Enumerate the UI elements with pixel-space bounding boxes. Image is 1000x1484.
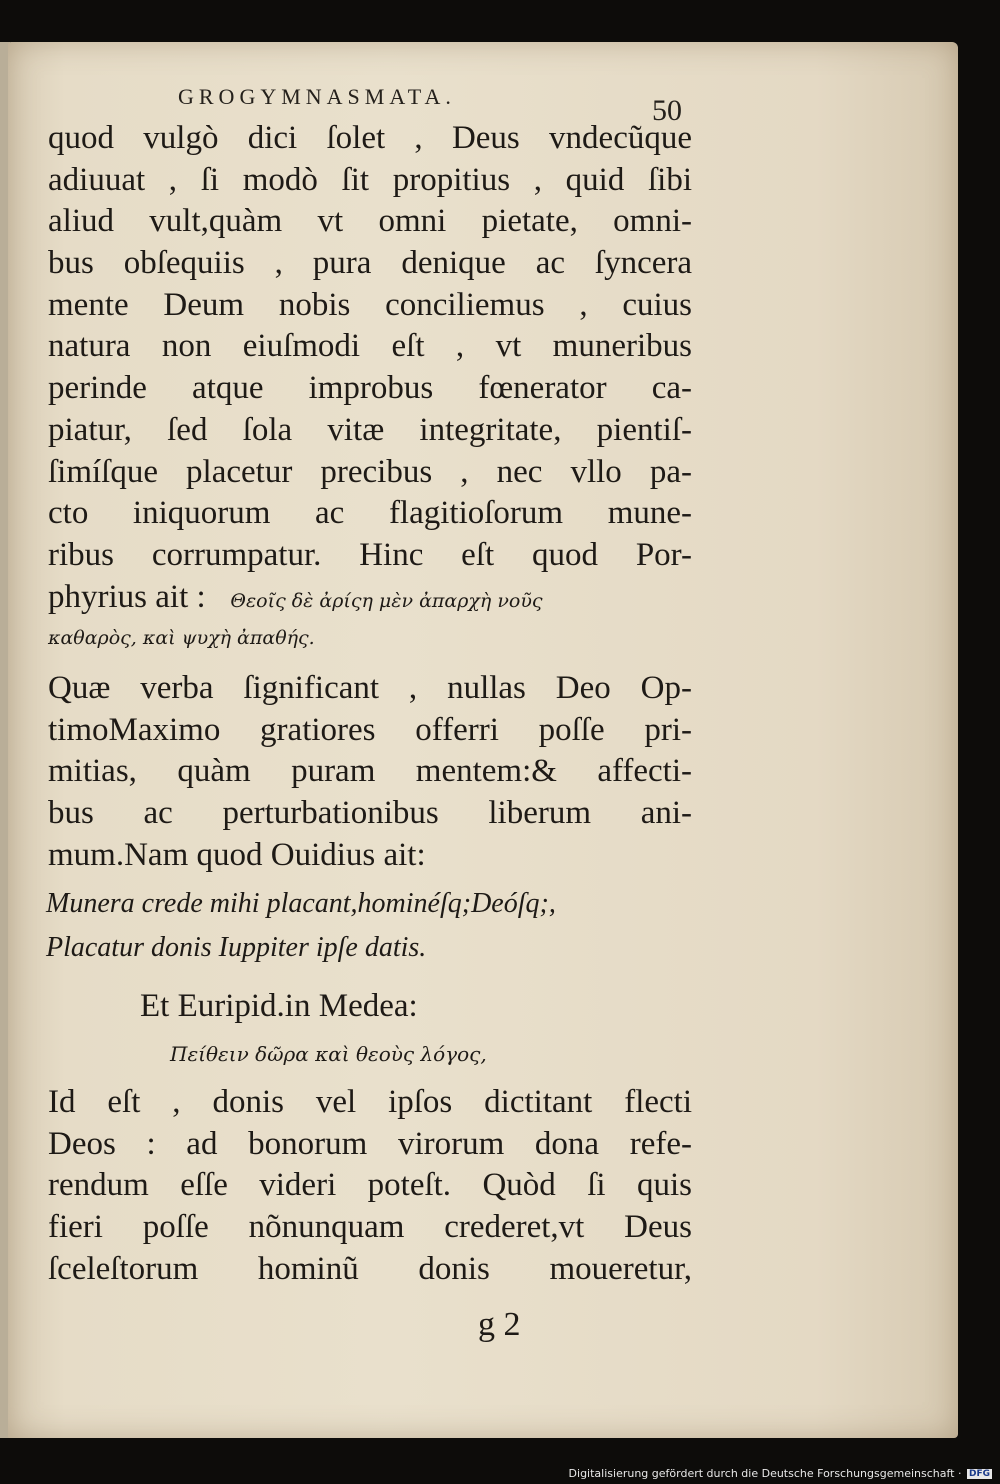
greek-quote: Θεοῖς δὲ ἀρίςη μὲν ἀπαρχὴ νοῦς <box>230 589 543 612</box>
text-line: Quæ verba ſignificant , nullas Deo Op- <box>48 670 692 706</box>
greek-quote-euripides: Πείθειν δῶρα καὶ θεοὺς λόγος, <box>170 1042 487 1066</box>
paragraph-2 <box>48 668 692 876</box>
text-line: Deos : ad bonorum virorum dona refe- <box>48 1125 692 1162</box>
dfg-logo: DFG <box>968 1469 990 1479</box>
text-line: piatur, ſed ſola vitæ integritate, pientiſ- <box>48 411 692 448</box>
text-line: rendum eſſe videri poteſt. Quòd ſi quis <box>48 1167 692 1204</box>
text-line: perinde atque improbus fœnerator ca- <box>48 370 692 407</box>
text-line: bus obſequiis , pura denique ac ſyncera <box>48 245 692 282</box>
ovid-verse <box>46 882 690 970</box>
text-line: mum.Nam quod Ouidius ait: <box>48 836 426 873</box>
text-line: mitias, quàm puram mentem:& affecti- <box>48 753 692 790</box>
running-head: GROGYMNASMATA. <box>178 84 456 109</box>
euripides-reference: Et Euripid.in Medea: <box>140 988 418 1024</box>
text-line: ſceleſtorum hominũ donis moueretur, <box>48 1250 692 1287</box>
text-line: bus ac perturbationibus liberum ani- <box>48 795 692 832</box>
credit-text: Digitalisierung gefördert durch die Deutsche Forschungsgemeinschaft <box>568 1467 955 1480</box>
paragraph-1 <box>48 118 692 660</box>
text-line: mente Deum nobis conciliemus , cuius <box>48 286 692 323</box>
text-line: timoMaximo gratiores offerri poſſe pri- <box>48 711 692 748</box>
verse-line: Munera crede mihi placant,hominéſq;Deóſq;, <box>46 888 556 919</box>
text-line: Id eſt , donis vel ipſos dictitant flecti <box>48 1084 692 1120</box>
greek-quote-continued: καθαρὸς, καὶ ψυχὴ ἀπαθής. <box>48 627 315 650</box>
paragraph-3 <box>48 1082 692 1290</box>
page-number: 50 <box>652 94 682 127</box>
text-line-with-greek <box>48 577 692 619</box>
text-fragment: phyrius ait : <box>48 578 206 615</box>
text-line: cto iniquorum ac flagitioſorum mune- <box>48 495 692 532</box>
text-line: quod vulgò dici ſolet , Deus vndecũque <box>48 120 692 156</box>
text-line: aliud vult,quàm vt omni pietate, omni- <box>48 203 692 240</box>
verse-line: Placatur donis Iuppiter ipſe datis. <box>46 932 427 963</box>
text-line: ribus corrumpatur. Hinc eſt quod Por- <box>48 536 692 573</box>
text-line: adiuuat , ſi modò ſit propitius , quid ſibi <box>48 161 692 198</box>
signature-mark: g 2 <box>478 1306 521 1343</box>
text-line: ſimíſque placetur precibus , nec vllo pa- <box>48 453 692 490</box>
text-line: fieri poſſe nõnunquam crederet,vt Deus <box>48 1209 692 1246</box>
text-line: natura non eiuſmodi eſt , vt muneribus <box>48 328 692 365</box>
digitization-credit: Digitalisierung gefördert durch die Deutsche Forschungsgemeinschaft · DFG <box>568 1467 990 1480</box>
